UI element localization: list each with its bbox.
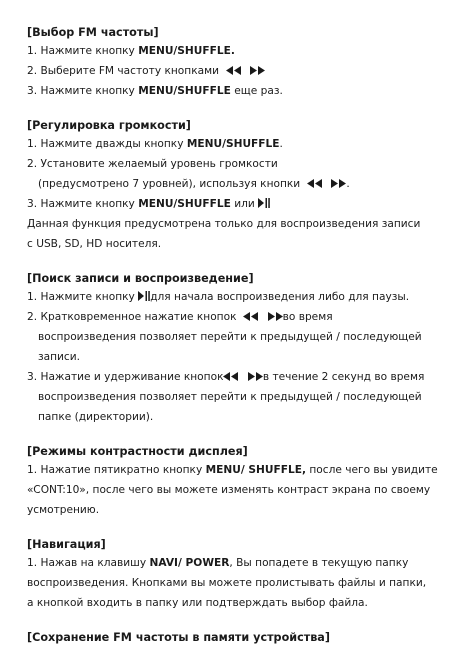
volume-step-3-or: или [230,198,259,210]
playback-step-1-text: 1. Нажмите кнопку [27,291,139,303]
playback-step-3 [27,367,432,387]
playback-step-3-tail: в течение 2 секунд во время [262,371,425,383]
rewind-icon [243,312,258,321]
heading-fm-frequency: [Выбор FM частоты] [27,26,159,39]
playback-step-2-cont: воспроизведения позволяет перейти к предыдущей / последующей [38,331,422,343]
fast-forward-icon [250,66,265,75]
playback-step-3-end: папке (директории). [38,411,154,423]
contrast-step-1 [27,460,438,480]
contrast-step-1-text: 1. Нажатие пятикратно кнопку [27,464,206,476]
contrast-step-1-button-name: MENU/ SHUFFLE, [205,464,306,476]
playback-step-2 [27,307,432,327]
navigation-step-1-text: 1. Нажав на клавишу [27,557,150,569]
volume-step-1-text: 1. Нажмите дважды кнопку [27,138,187,150]
section-contrast [27,443,438,520]
rewind-icon [226,66,241,75]
section-navigation [27,536,432,613]
rewind-icon [223,372,238,381]
volume-step-2-cont [27,174,432,194]
navigation-step-1-button-name: NAVI/ POWER [149,557,230,569]
fast-forward-icon [331,179,346,188]
section-fm-frequency [27,24,432,101]
contrast-step-1-end: усмотрению. [27,504,100,516]
heading-volume: [Регулировка громкости] [27,119,191,132]
play-pause-icon [258,198,270,208]
play-pause-icon [138,291,150,301]
section-playback [27,270,432,427]
fm-step-3-tail: еще раз. [230,85,283,97]
fm-step-1-text: 1. Нажмите кнопку [27,45,139,57]
playback-step-2-end: записи. [38,351,81,363]
volume-note-2: с USB, SD, HD носителя. [27,238,162,250]
contrast-step-1-cont: «CONT:10», после чего вы можете изменять контраст экрана по своему [27,484,431,496]
fm-step-1-button-name: MENU/SHUFFLE. [138,45,235,57]
fast-forward-icon [268,312,283,321]
contrast-step-1-tail: после чего вы увидите [305,464,438,476]
volume-step-1-tail: . [279,138,283,150]
volume-step-1 [27,134,432,154]
navigation-step-1-cont: воспроизведения. Кнопками вы можете пролистывать файлы и папки, [27,577,427,589]
playback-step-1 [27,287,432,307]
rewind-icon [307,179,322,188]
navigation-step-1-tail: , Вы попадете в текущую папку [229,557,409,569]
volume-note-1: Данная функция предусмотрена только для воспроизведения записи [27,218,421,230]
playback-step-3-text: 3. Нажатие и удерживание кнопок [27,371,224,383]
manual-page [27,24,438,646]
volume-step-2: 2. Установите желаемый уровень громкости [27,158,278,170]
heading-contrast: [Режимы контрастности дисплея] [27,445,248,458]
volume-step-1-button-name: MENU/SHUFFLE [186,138,280,150]
section-save-fm [27,629,432,646]
fm-step-1 [27,41,432,61]
fm-step-3-button-name: MENU/SHUFFLE [138,85,231,97]
fm-step-3-text: 3. Нажмите кнопку [27,85,139,97]
fm-step-3 [27,81,432,101]
volume-step-2-tail: . [346,178,350,190]
navigation-step-1-end: а кнопкой входить в папку или подтверждать выбор файла. [27,597,368,609]
heading-playback: [Поиск записи и воспроизведение] [27,272,254,285]
playback-step-2-tail: во время [282,311,333,323]
heading-save-fm: [Сохранение FM частоты в памяти устройства] [27,631,330,644]
volume-step-2-cont-text: (предусмотрено 7 уровней), используя кнопки [38,178,301,190]
volume-step-3 [27,194,432,214]
heading-navigation: [Навигация] [27,538,106,551]
playback-step-2-text: 2. Кратковременное нажатие кнопок [27,311,237,323]
volume-step-3-button-name: MENU/SHUFFLE [138,198,231,210]
fm-step-2-text: 2. Выберите FM частоту кнопками [27,65,219,77]
playback-step-3-cont: воспроизведения позволяет перейти к предыдущей / последующей [38,391,422,403]
playback-step-1-tail: для начала воспроизведения либо для паузы. [150,291,410,303]
navigation-step-1 [27,553,432,573]
fm-step-2 [27,61,432,81]
volume-step-3-text: 3. Нажмите кнопку [27,198,139,210]
section-volume [27,117,432,254]
fast-forward-icon [248,372,263,381]
